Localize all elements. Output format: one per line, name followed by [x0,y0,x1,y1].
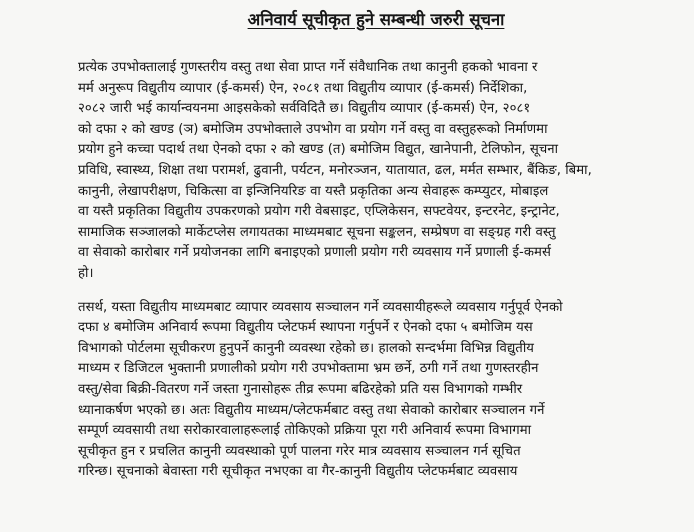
paragraph-line: सूचीकृत हुन र प्रचलित कानुनी व्यवस्थाको पूर्ण पालना गरेर मात्र व्यवसाय सञ्चालन गर्न सूचित [78,443,521,459]
paragraph-line: सम्पूर्ण व्यवसायी तथा सरोकारवालाहरूलाई तोकिएको प्रक्रिया पूरा गरी अनिवार्य रूपमा विभागमा [78,423,532,439]
paragraph-line: कानुनी, लेखापरीक्षण, चिकित्सा वा इन्जिनियरिङ वा यस्तै प्रकृतिका अन्य सेवाहरू कम्प्युटर, मोबाइल [78,183,549,199]
paragraph-line: प्रयोग हुने कच्चा पदार्थ तथा ऐनको दफा २ को खण्ड (त) बमोजिम विद्युत, खानेपानी, टेलिफोन, सूचना [78,142,559,158]
paragraph-notice [78,298,664,483]
paragraph-line: प्रविधि, स्वास्थ्य, शिक्षा तथा परामर्श, ढुवानी, पर्यटन, मनोरञ्जन, यातायात, ढल, मर्मत सम्भार, बैंकिङ, बिमा, [78,162,592,178]
paragraph-line: दफा ४ बमोजिम अनिवार्य रूपमा विद्युतीय प्लेटफर्म स्थापना गर्नुपर्ने र ऐनको दफा ५ बमोजिम यस [78,320,533,336]
paragraph-intro [78,58,664,285]
paragraph-line: ध्यानाकर्षण भएको छ। अतः विद्युतीय माध्यम/प्लेटफर्मबाट वस्तु तथा सेवाको कारोबार सञ्चालन गर्ने [78,402,545,418]
paragraph-line: सामाजिक सञ्जालको मार्केटप्लेस लगायतका माध्यमबाट सूचना सङ्कलन, सम्प्रेषण वा सङ्ग्रह गरी वस्तु [78,224,556,240]
paragraph-line: मर्म अनुरूप विद्युतीय व्यापार (ई-कमर्स) ऐन, २०८१ तथा विद्युतीय व्यापार (ई-कमर्स) निर्देशिका, [78,80,528,96]
paragraph-line: माध्यम र डिजिटल भुक्तानी प्रणालीको प्रयोग गरी उपभोक्तामा भ्रम छर्ने, ठगी गर्ने तथा गुणस्तरहीन [78,361,539,377]
paragraph-line: २०८२ जारी भई कार्यान्वयनमा आइसकेको सर्वविदितै छ। विद्युतीय व्यापार (ई-कमर्स) ऐन, २०८१ [78,101,531,117]
paragraph-line: प्रत्येक उपभोक्तालाई गुणस्तरीय वस्तु तथा सेवा प्राप्त गर्ने संवैधानिक तथा कानुनी हकको भावना र [78,60,538,75]
paragraph-line: गरिन्छ। सूचनाको बेवास्ता गरी सूचीकृत नभएका वा गैर-कानुनी विद्युतीय प्लेटफर्मबाट व्यवसाय [78,464,518,480]
paragraph-line: विभागको पोर्टलमा सूचीकरण हुनुपर्ने कानुनी व्यवस्था रहेको छ। हालको सन्दर्भमा विभिन्न विद्युतीय [78,340,534,356]
paragraph-line: हो। [78,265,94,281]
notice-title [78,8,664,32]
paragraph-line: वस्तु/सेवा बिक्री-वितरण गर्ने जस्ता गुनासोहरू तीव्र रूपमा बढिरहेको प्रति यस विभागको गम्भीर [78,381,523,397]
notice-title-text: अनिवार्य सूचीकृत हुने सम्बन्धी जरुरी सूचना [247,10,505,29]
paragraph-line: को दफा २ को खण्ड (ञ) बमोजिम उपभोक्ताले उपभोग वा प्रयोग गर्ने वस्तु वा वस्तुहरूको निर्माणमा [78,121,548,137]
paragraph-line: तसर्थ, यस्ता विद्युतीय माध्यमबाट व्यापार व्यवसाय सञ्चालन गर्ने व्यवसायीहरूले व्यवसाय गर्नुपूर्व ऐनको [78,299,563,315]
paragraph-line: वा यस्तै प्रकृतिका विद्युतीय उपकरणको प्रयोग गरी वेबसाइट, एप्लिकेसन, सफ्टवेयर, इन्टरनेट, इन्ट्रानेट, [78,204,560,220]
paragraph-line: वा सेवाको कारोबार गर्ने प्रयोजनका लागि बनाइएको प्रणाली प्रयोग गरी व्यवसाय गर्ने प्रणाली ई-कमर्स [78,245,551,261]
